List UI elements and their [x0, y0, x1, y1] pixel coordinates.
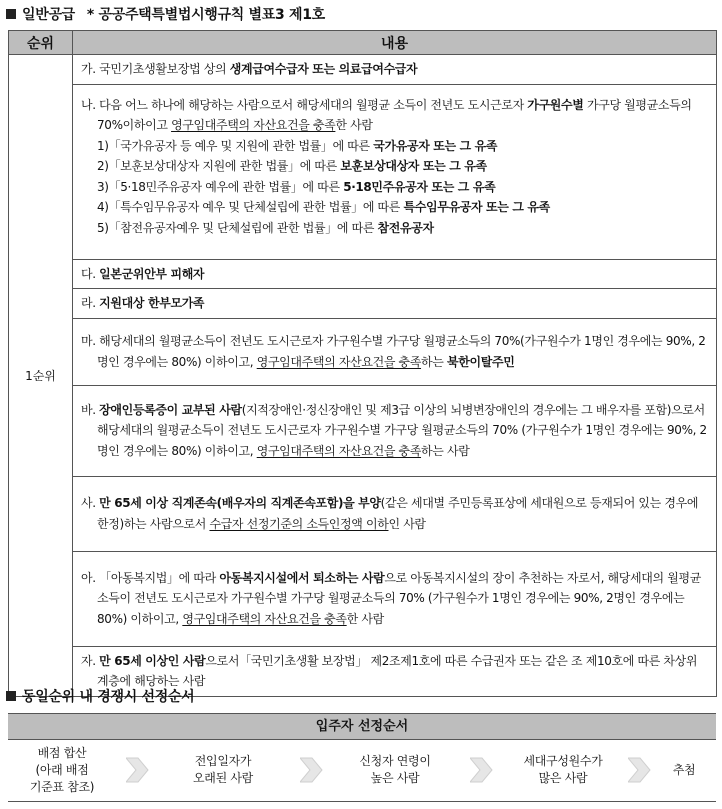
flow-step-text: [523, 753, 602, 787]
eligibility-table: [8, 30, 717, 697]
item-da: [73, 259, 717, 289]
table-header-row: [9, 31, 717, 55]
item-text: 가구당 월평균소득의 70%이하이고: [97, 97, 692, 132]
item-ba: [73, 385, 717, 476]
item-text: 1)「국가유공자 등 예우 및 지원에 관한 법률」에 따른: [97, 138, 374, 153]
item-text: 다.: [81, 266, 100, 281]
list-item: [81, 177, 708, 198]
item-ma: [73, 318, 717, 385]
flow-step-line: 신청자 연령이: [359, 754, 431, 768]
item-ba-text: [81, 400, 708, 462]
item-bold: 특수임무유공자 또는 그 유족: [403, 200, 550, 214]
item-text: 4)「특수임무유공자 예우 및 단체설립에 관한 법률」에 따른: [97, 200, 404, 214]
list-item: [81, 218, 708, 239]
header-rank: 순위: [9, 31, 73, 55]
chevron-right-arrow-icon: [300, 755, 324, 785]
item-bold: 보훈보상대상자 또는 그 유족: [340, 159, 487, 173]
item-a-text: [81, 568, 708, 630]
flow-step-line: 많은 사람: [538, 771, 588, 785]
chevron-right-arrow-icon: [628, 755, 652, 785]
item-text: 하는 사람: [421, 443, 470, 458]
section-title-text: 동일순위 내 경쟁시 선정순서: [22, 689, 195, 705]
flow-step-line: 오래된 사람: [193, 771, 253, 785]
section-title-general-supply: [6, 4, 325, 24]
item-underline: 영구임대주택의 자산요건을 충족: [171, 118, 336, 132]
item-text: 나. 다음 어느 하나에 해당하는 사람으로서 해당세대의 월평균 소득이 전년도 도시근로자: [81, 97, 528, 112]
item-text: (지적장애인·정신장애인 및 제3급 이상의 뇌병변장애인의 경우에는 그 배우자를 포함)으로서 해당세대의 월평균소득이 전년도 도시근로자 가구원수별 가구당 월평균소득의 70% (가구원수가 1명인 경우에는 90%, 2명인 경우에는 80%) 이하이고,: [97, 402, 707, 458]
table-row: [9, 84, 717, 259]
flow-step-text: [30, 745, 94, 796]
section-title-tiebreak: [6, 686, 194, 706]
item-bold: 참전유공자: [377, 220, 434, 235]
square-bullet-icon: [6, 9, 16, 19]
item-text: 인 사람: [388, 516, 426, 531]
flow-step-text: [359, 753, 430, 787]
flow-step-residence: [158, 739, 288, 801]
flow-step-line: 세대구성원수가: [523, 754, 603, 768]
flow-step-line: 높은 사람: [370, 771, 420, 785]
item-bold: 가구원수별: [527, 97, 584, 112]
item-text: 마. 해당세대의 월평균소득이 전년도 도시근로자 가구원수별 가구당 월평균소득의 70%(가구원수가 1명인 경우에는 90%, 2명인 경우에는 80%) 이하이고,: [81, 334, 706, 369]
square-bullet-icon: [6, 691, 16, 701]
item-na-main: [81, 95, 708, 136]
table-row: [9, 385, 717, 476]
item-text: (같은 세대별 주민등록표상에 세대원으로 등재되어 있는 경우에 한정)하는 사람으로서: [97, 496, 699, 531]
item-ra: [73, 289, 717, 319]
flow-header: 입주자 선정순서: [8, 713, 716, 740]
item-text: 3)「5·18민주유공자 예우에 관한 법률」에 따른: [97, 179, 344, 194]
flow-step-household: [498, 739, 628, 801]
item-underline: 영구임대주택의 자산요건을 충족: [256, 354, 422, 369]
chevron-right-arrow-icon: [126, 755, 150, 785]
item-text: 가. 국민기초생활보장법 상의: [81, 62, 230, 76]
list-item: [81, 136, 708, 157]
item-bold: 북한이탈주민: [446, 354, 515, 369]
item-text: 하는: [421, 354, 447, 369]
chevron-right-arrow-icon: [470, 755, 494, 785]
item-text: 5)「참전유공자예우 및 단체설립에 관한 법률」에 따른: [97, 220, 378, 235]
item-bold: 장애인등록증이 교부된 사람: [99, 402, 242, 417]
list-item: [81, 156, 708, 177]
item-underline: 영구임대주택의 자산요건을 충족: [182, 611, 347, 626]
item-na: [73, 84, 717, 259]
item-bold: 만 65세 이상 직계존속(배우자의 직계존속포함)을 부양: [99, 496, 381, 510]
flow-step-line: 배점 합산: [37, 745, 87, 760]
flow-step-text: [193, 753, 253, 787]
rank-cell: 1순위: [9, 55, 73, 697]
item-sa: [73, 476, 717, 551]
table-row: [9, 259, 717, 289]
flow-step-age: [330, 739, 460, 801]
item-ma-text: [81, 331, 708, 372]
item-a: [73, 551, 717, 646]
section-title-text: 일반공급: [22, 7, 75, 23]
flow-step-line: 전입일자가: [194, 754, 252, 768]
table-row: [9, 55, 717, 85]
item-text: 으로서「국민기초생활 보장법」 제2조제1호에 따른 수급권자 또는 같은 조 제10호에 따른 차상위계층에 해당하는 사람: [97, 653, 698, 688]
table-row: [9, 551, 717, 646]
flow-step-lottery: [652, 739, 716, 801]
item-bold: 아동복지시설에서 퇴소하는 사람: [219, 570, 385, 585]
flow-step-line: 기준표 참조): [29, 779, 95, 794]
item-underline: 영구임대주택의 자산요건을 충족: [256, 443, 422, 458]
table-row: [9, 476, 717, 551]
item-bold: 생계급여수급자 또는 의료급여수급자: [229, 62, 418, 76]
item-text: 한 사람: [346, 611, 384, 626]
table-row: [9, 289, 717, 319]
list-item: [81, 197, 708, 218]
item-text: 2)「보훈보상대상자 지원에 관한 법률」에 따른: [97, 159, 341, 173]
item-text: 아. 「아동복지법」에 따라: [81, 570, 220, 585]
table-row: [9, 318, 717, 385]
item-bold: 지원대상 한부모가족: [99, 296, 205, 310]
item-ga: [73, 55, 717, 85]
item-text: 으로 아동복지시설의 장이 추천하는 자로서, 해당세대의 월평균소득이 전년도 도시근로자 가구원수별 가구당 월평균소득의 70% (가구원수가 1명인 경우에는 90%, 2명인 경우에는 80%) 이하이고,: [97, 570, 701, 626]
section-note: * 공공주택특별법시행규칙 별표3 제1호: [86, 7, 325, 23]
item-bold: 일본군위안부 피해자: [99, 266, 205, 281]
flow-step-line: (아래 배점: [35, 762, 89, 777]
item-text: 한 사람: [335, 118, 373, 132]
item-text: 라.: [81, 296, 100, 310]
item-sa-text: [81, 493, 708, 534]
item-bold: 국가유공자 또는 그 유족: [373, 138, 498, 153]
item-underline: 수급자 선정기준의 소득인정액 이하: [209, 516, 389, 531]
flow-step-line: 추첨: [672, 762, 696, 777]
item-text: 바.: [81, 402, 100, 417]
flow-step-score: [8, 739, 116, 801]
item-text: 자.: [81, 653, 100, 668]
selection-order-flow: [8, 739, 716, 802]
header-content: 내용: [73, 31, 717, 55]
item-text: 사.: [81, 496, 100, 510]
item-bold: 만 65세 이상인 사람: [99, 653, 206, 668]
item-bold: 5·18민주유공자 또는 그 유족: [343, 179, 496, 194]
